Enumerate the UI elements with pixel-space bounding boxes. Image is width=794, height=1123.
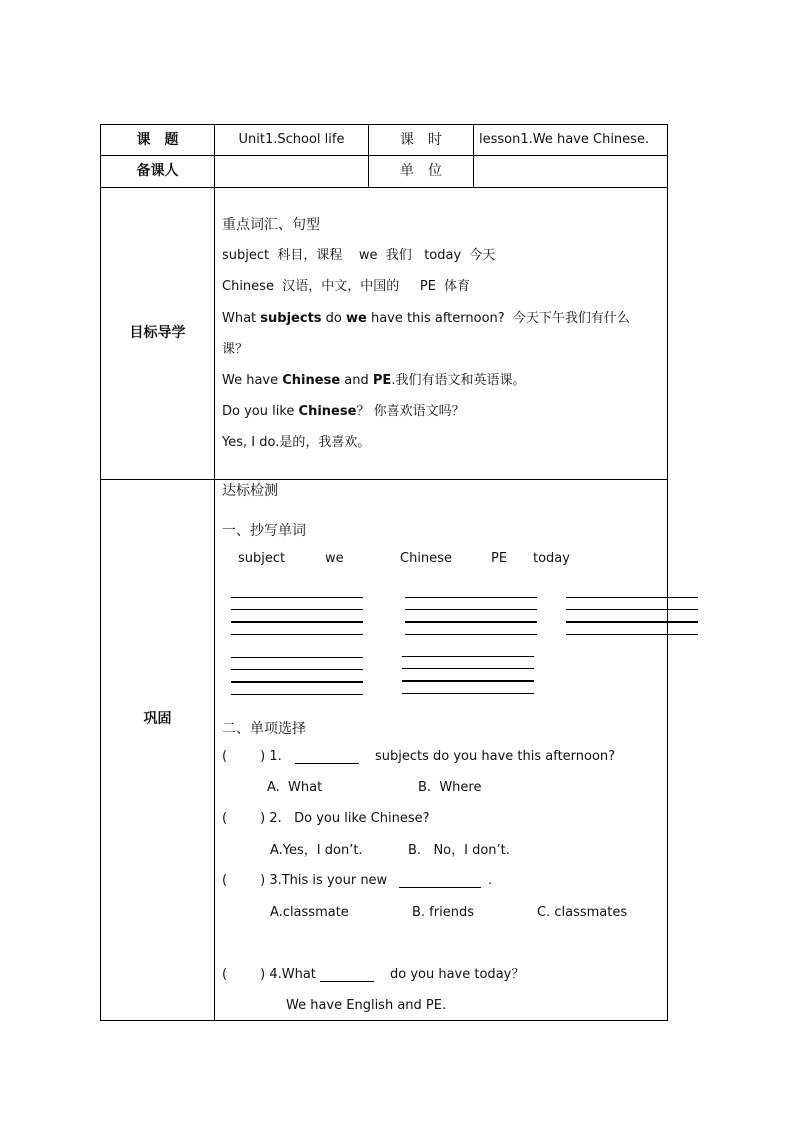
question-text: do you have today？ — [390, 967, 525, 982]
sentence-text: ？ 你喜欢语文吗？ — [356, 404, 465, 419]
topic-label: 课 题 — [136, 132, 179, 148]
sentence-keyword: Chinese — [298, 404, 357, 419]
key-sentence: Yes, I do.是的，我喜欢。 — [222, 435, 371, 450]
option-a: A. What — [267, 780, 323, 795]
vocab-line: subject 科目，课程 we 我们 today 今天 — [222, 248, 496, 263]
sentence-text: Do you like — [222, 404, 299, 419]
sentence-text: have this afternoon? 今天下午我们有什么 — [366, 311, 630, 326]
table-col-divider — [473, 124, 474, 188]
answer-sentence: We have English and PE. — [286, 998, 447, 1013]
question-text: ( ) 3.This is your new — [222, 873, 388, 888]
table-row-divider — [100, 155, 668, 156]
sentence-keyword: we — [346, 311, 367, 326]
answer-blank[interactable] — [320, 981, 374, 982]
table-col-divider — [214, 124, 215, 1021]
sentence-text: We have — [222, 373, 283, 388]
key-sentence — [222, 403, 465, 421]
copy-word: PE — [491, 551, 508, 566]
sentence-text: and — [340, 373, 373, 388]
sentence-text: .我们有语文和英语课。 — [391, 373, 526, 388]
question-text: ( ) 4.What — [222, 967, 316, 982]
goals-heading: 重点词汇、句型 — [222, 217, 320, 233]
key-sentence — [222, 372, 525, 390]
key-sentence-continued: 课？ — [222, 342, 249, 357]
answer-blank[interactable] — [399, 887, 481, 888]
consolidate-row-label: 巩固 — [143, 711, 172, 727]
unit-label: 单 位 — [400, 163, 442, 179]
copy-word: subject — [238, 551, 286, 566]
answer-blank[interactable] — [295, 763, 359, 764]
question-punct: . — [488, 873, 493, 888]
sentence-keyword: Chinese — [282, 373, 341, 388]
table-border-bottom — [100, 1020, 668, 1021]
table-row-divider — [100, 187, 668, 188]
table-border-top — [100, 124, 668, 125]
section-title: 二、单项选择 — [222, 721, 306, 737]
option-b: B. friends — [412, 905, 474, 920]
sentence-keyword: subjects — [260, 311, 322, 326]
question-text: ( ) 2. Do you like Chinese? — [222, 811, 430, 826]
copy-word: we — [325, 551, 344, 566]
table-border-right — [667, 124, 668, 1021]
table-row-divider — [100, 479, 668, 480]
lesson-label: 课 时 — [400, 132, 442, 148]
question-number: ( ) 1. — [222, 749, 282, 764]
preparer-label: 备课人 — [136, 163, 179, 179]
section-title: 一、抄写单词 — [222, 523, 306, 539]
table-border-left — [100, 124, 101, 1021]
option-b: B. No，I don’t. — [408, 843, 510, 858]
check-heading: 达标检测 — [222, 483, 278, 499]
option-a: A.Yes，I don’t. — [270, 843, 363, 858]
copy-word: Chinese — [400, 551, 452, 566]
question-text: subjects do you have this afternoon? — [375, 749, 616, 764]
vocab-line: Chinese 汉语，中文，中国的 PE 体育 — [222, 279, 471, 294]
copy-word: today — [533, 551, 570, 566]
option-c: C. classmates — [537, 905, 628, 920]
sentence-text: do — [321, 311, 347, 326]
topic-value: Unit1.School life — [238, 132, 345, 147]
goals-row-label: 目标导学 — [129, 325, 186, 341]
sentence-keyword: PE — [372, 373, 392, 388]
lesson-value: lesson1.We have Chinese. — [479, 132, 650, 147]
sentence-text: What — [222, 311, 261, 326]
option-b: B. Where — [418, 780, 482, 795]
option-a: A.classmate — [270, 905, 349, 920]
key-sentence — [222, 310, 630, 328]
